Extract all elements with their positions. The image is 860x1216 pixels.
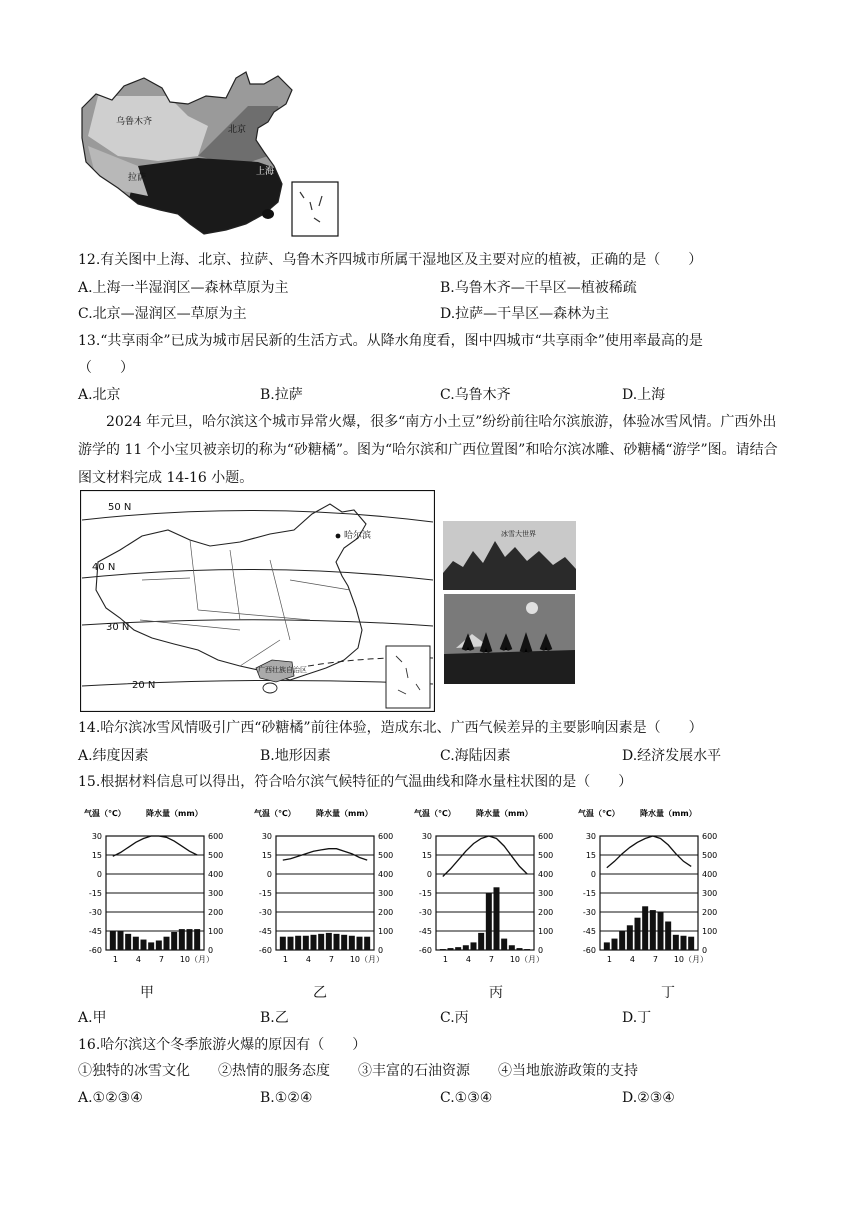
precipitation-bar [517,948,523,950]
temp-tick-label: 30 [421,832,432,841]
q16-choices: ①独特的冰雪文化 ②热情的服务态度 ③丰富的石油资源 ④当地旅游政策的支持 [78,1063,638,1079]
q15-option-d[interactable]: D.丁 [622,1010,652,1026]
temp-tick-label: 0 [96,870,102,879]
precip-tick-label: 300 [208,889,224,898]
chart-caption-bing: 丙 [489,985,503,1001]
month-tick-label: 1 [112,955,118,964]
temperature-curve [607,836,691,868]
temp-axis-title: 气温（℃） [578,809,620,818]
precip-tick-label: 100 [538,927,554,936]
q16-option-a[interactable]: A.①②③④ [78,1090,143,1106]
q13-option-b[interactable]: B.拉萨 [260,387,303,403]
temp-tick-label: 15 [585,851,596,860]
precip-tick-label: 500 [702,851,718,860]
q14-option-b[interactable]: B.地形因素 [260,748,331,764]
precip-tick-label: 200 [702,908,718,917]
precipitation-bar [349,936,355,950]
precipitation-bar [148,942,154,950]
temp-tick-label: -45 [88,927,102,936]
precip-tick-label: 400 [208,870,224,879]
precipitation-bar [110,931,116,950]
temp-tick-label: -60 [582,946,596,955]
temp-tick-label: -30 [88,908,102,917]
q13-stem-line2: （ ） [78,360,134,376]
temp-tick-label: 0 [266,870,272,879]
month-tick-label: 10（月） [179,955,215,964]
precipitation-bar [194,929,200,950]
month-tick-label: 4 [135,955,141,964]
precipitation-bar [141,940,147,950]
precipitation-bar [524,949,530,950]
precip-tick-label: 300 [378,889,394,898]
map1-label-lhasa: 拉萨 [128,173,147,183]
precip-tick-label: 100 [702,927,718,936]
precipitation-bar [118,931,124,950]
q14-option-a[interactable]: A.纬度因素 [78,748,149,764]
precipitation-bar [341,935,347,950]
precipitation-bar [471,942,477,950]
precipitation-bar [303,936,309,950]
precipitation-bar [642,906,648,950]
temp-tick-label: 0 [426,870,432,879]
precipitation-bar [612,939,618,950]
precipitation-bar [357,937,363,950]
temp-tick-label: -45 [418,927,432,936]
temp-tick-label: -15 [582,889,596,898]
map2-label-harbin: 哈尔滨 [344,531,372,541]
temp-axis-title: 气温（℃） [414,809,456,818]
precip-tick-label: 200 [208,908,224,917]
map2-label-guangxi: 广西壮族自治区 [258,666,307,674]
precipitation-bar [494,887,500,950]
chart-caption-ding: 丁 [661,985,675,1001]
temp-tick-label: -60 [88,946,102,955]
q13-option-c[interactable]: C.乌鲁木齐 [440,387,511,403]
precipitation-bar [288,937,294,950]
sugar-orange-kids-photo [444,594,575,684]
temp-tick-label: -15 [258,889,272,898]
precip-tick-label: 600 [538,832,554,841]
precipitation-bar [280,937,286,950]
temp-axis-title: 气温（℃） [84,809,126,818]
month-tick-label: 7 [328,955,334,964]
precipitation-bar [171,932,177,950]
q13-stem-line1: 13.“共享雨伞”已成为城市居民新的生活方式。从降水角度看，图中四城市“共享雨伞”使用率最高的是 [78,333,703,349]
temp-tick-label: 15 [91,851,102,860]
q12-option-b[interactable]: B.乌鲁木齐—干旱区—植被稀疏 [440,280,637,296]
precipitation-bar [318,934,324,950]
precip-tick-label: 300 [702,889,718,898]
climate-chart-yi [252,802,402,974]
reading-passage: 2024 年元旦，哈尔滨这个城市异常火爆，很多“南方小土豆”纷纷前往哈尔滨旅游，体验冰雪风情。广西外出游学的 11 个小宝贝被亲切的称为“砂糖橘”。图为“哈尔滨和广西位置图”和哈尔滨冰雕、砂糖橘“游学”图。请结合图文材料完成 14-16 小题。 [78,414,778,486]
q16-option-c[interactable]: C.①③④ [440,1090,493,1106]
harbin-guangxi-location-map [80,490,435,712]
precip-axis-title: 降水量（mm） [640,809,697,818]
precip-tick-label: 500 [538,851,554,860]
q14-option-c[interactable]: C.海陆因素 [440,748,511,764]
precipitation-bar [295,936,301,950]
q15-option-a[interactable]: A.甲 [78,1010,107,1026]
temp-tick-label: -45 [582,927,596,936]
precipitation-bar [478,933,484,950]
precip-tick-label: 400 [538,870,554,879]
precip-tick-label: 200 [538,908,554,917]
precipitation-bar [164,937,170,950]
temp-tick-label: -45 [258,927,272,936]
precipitation-bar [688,937,694,950]
q16-option-d[interactable]: D.②③④ [622,1090,675,1106]
precipitation-bar [635,918,641,950]
precipitation-bar [311,935,317,950]
chart-caption-jia: 甲 [140,985,154,1001]
temp-tick-label: 30 [261,832,272,841]
lat-label-50n: 50 N [108,502,132,513]
month-tick-label: 10（月） [673,955,709,964]
precip-tick-label: 100 [378,927,394,936]
precip-tick-label: 500 [208,851,224,860]
q13-option-a[interactable]: A.北京 [78,387,121,403]
q12-stem: 12.有关图中上海、北京、拉萨、乌鲁木齐四城市所属干湿地区及主要对应的植被，正确的是（ ） [78,252,703,268]
temp-tick-label: 30 [91,832,102,841]
precipitation-bar [486,893,492,950]
precip-tick-label: 600 [702,832,718,841]
month-tick-label: 7 [488,955,494,964]
q12-option-d[interactable]: D.拉萨—干旱区—森林为主 [440,306,610,322]
precipitation-bar [440,949,446,950]
dry-wet-region-map [78,66,353,238]
month-tick-label: 4 [305,955,311,964]
q14-stem: 14.哈尔滨冰雪风情吸引广西“砂糖橘”前往体验，造成东北、广西气候差异的主要影响因素是（ ） [78,720,703,736]
temp-tick-label: 15 [421,851,432,860]
temp-tick-label: -30 [582,908,596,917]
precip-axis-title: 降水量（mm） [476,809,533,818]
q15-option-b[interactable]: B.乙 [260,1010,289,1026]
precipitation-bar [125,934,131,950]
map1-label-urumqi: 乌鲁木齐 [116,117,153,127]
ice-sculpture-photo [443,521,576,590]
climate-chart-jia [82,802,232,974]
temp-tick-label: -60 [258,946,272,955]
precipitation-bar [156,941,162,951]
month-tick-label: 7 [158,955,164,964]
precip-tick-label: 0 [208,946,214,955]
month-tick-label: 10（月） [509,955,545,964]
month-tick-label: 1 [606,955,612,964]
precipitation-bar [326,933,332,950]
precipitation-bar [650,910,656,950]
precip-tick-label: 300 [538,889,554,898]
temp-tick-label: 15 [261,851,272,860]
temp-tick-label: -15 [418,889,432,898]
temperature-curve [283,849,367,860]
q12-option-c[interactable]: C.北京—湿润区—草原为主 [78,306,247,322]
ice-world-sign: 冰雪大世界 [501,530,536,538]
climate-chart-bing [412,802,562,974]
temp-tick-label: -30 [418,908,432,917]
precip-tick-label: 600 [208,832,224,841]
map1-label-beijing: 北京 [228,125,247,135]
temp-axis-title: 气温（℃） [254,809,296,818]
precipitation-bar [604,942,610,950]
q13-option-d[interactable]: D.上海 [622,387,666,403]
precipitation-bar [627,925,633,950]
temp-tick-label: -30 [258,908,272,917]
lat-label-20n: 20 N [132,680,156,691]
month-tick-label: 1 [282,955,288,964]
q12-option-a[interactable]: A.上海一半湿润区—森林草原为主 [78,280,289,296]
q15-stem: 15.根据材料信息可以得出，符合哈尔滨气候特征的气温曲线和降水量柱状图的是（ ） [78,774,633,790]
precip-tick-label: 400 [702,870,718,879]
precip-tick-label: 600 [378,832,394,841]
precip-tick-label: 0 [538,946,544,955]
temp-tick-label: 30 [585,832,596,841]
month-tick-label: 4 [629,955,635,964]
temp-tick-label: -60 [418,946,432,955]
precip-tick-label: 200 [378,908,394,917]
q14-option-d[interactable]: D.经济发展水平 [622,748,722,764]
precipitation-bar [509,945,515,950]
precipitation-bar [673,935,679,950]
precipitation-bar [448,948,454,950]
lat-label-30n: 30 N [106,622,130,633]
precipitation-bar [619,931,625,950]
precipitation-bar [334,934,340,950]
precipitation-bar [665,922,671,951]
temp-tick-label: -15 [88,889,102,898]
month-tick-label: 1 [442,955,448,964]
month-tick-label: 10（月） [349,955,385,964]
precip-tick-label: 400 [378,870,394,879]
temperature-curve [113,836,197,856]
month-tick-label: 4 [465,955,471,964]
temp-tick-label: 0 [590,870,596,879]
precipitation-bar [364,937,370,950]
climate-chart-ding [576,802,726,974]
q15-option-c[interactable]: C.丙 [440,1010,469,1026]
precipitation-bar [187,929,193,950]
temperature-curve [443,836,527,877]
q16-stem: 16.哈尔滨这个冬季旅游火爆的原因有（ ） [78,1037,367,1053]
precip-tick-label: 100 [208,927,224,936]
precipitation-bar [133,937,139,950]
q16-option-b[interactable]: B.①②④ [260,1090,313,1106]
precip-axis-title: 降水量（mm） [146,809,203,818]
precipitation-bar [681,936,687,950]
precip-tick-label: 500 [378,851,394,860]
precipitation-bar [501,939,507,950]
precipitation-bar [455,947,461,950]
precip-axis-title: 降水量（mm） [316,809,373,818]
month-tick-label: 7 [652,955,658,964]
precipitation-bar [658,912,664,950]
precipitation-bar [179,929,185,950]
precip-tick-label: 0 [702,946,708,955]
lat-label-40n: 40 N [92,562,116,573]
map1-label-shanghai: 上海 [256,167,275,177]
chart-caption-yi: 乙 [313,985,327,1001]
precipitation-bar [463,945,469,950]
precip-tick-label: 0 [378,946,384,955]
